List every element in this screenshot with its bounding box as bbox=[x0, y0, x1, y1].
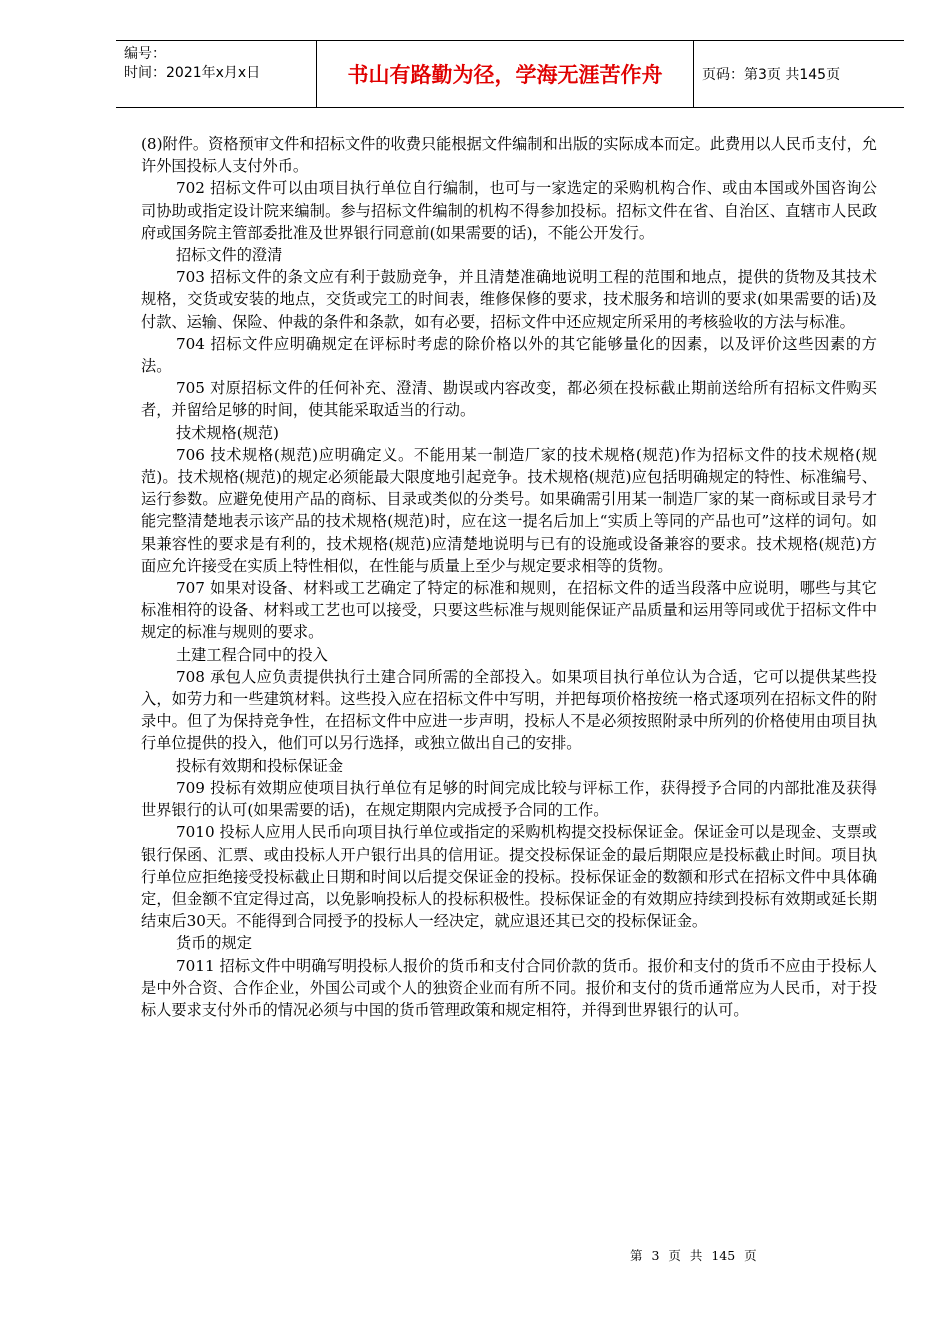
paragraph: 7010 投标人应用人民币向项目执行单位或指定的采购机构提交投标保证金。保证金可以是现金、支票或银行保函、汇票、或由投标人开户银行出具的信用证。提交投标保证金的最后期限应是投标截止时间。项目执行单位应拒绝接受投标截止日期和时间以后提交保证金的投标。投标保证金的数额和形式在招标文件中具体确定，但金额不宜定得过高，以免影响投标人的投标积极性。投标保证金的有效期应持续到投标有效期或延长期结束后30天。不能得到合同授予的投标人一经决定，就应退还其已交的投标保证金。 bbox=[141, 823, 877, 931]
paragraph: 702 招标文件可以由项目执行单位自行编制，也可与一家选定的采购机构合作、或由本国或外国咨询公司协助或指定设计院来编制。参与招标文件编制的机构不得参加投标。招标文件在省、自治区、直辖市人民政府或国务院主管部委批准及世界银行同意前(如果需要的话)，不能公开发行。 bbox=[141, 179, 877, 242]
page-header bbox=[116, 40, 904, 108]
section-heading: 土建工程合同中的投入 bbox=[175, 645, 328, 664]
paragraph: (8)附件。资格预审文件和招标文件的收费只能根据文件编制和出版的实际成本而定。此费用以人民币支付，允许外国投标人支付外币。 bbox=[141, 135, 877, 176]
paragraph: 7011 招标文件中明确写明投标人报价的货币和支付合同价款的货币。报价和支付的货币不应由于投标人是中外合资、合作企业，外国公司或个人的独资企业而有所不同。报价和支付的货币通常应为人民币，对于投标人要求支付外币的情况必须与中国的货币管理政策和规定相符，并得到世界银行的认可。 bbox=[141, 956, 877, 1019]
paragraph: 707 如果对设备、材料或工艺确定了特定的标准和规则，在招标文件的适当段落中应说明，哪些与其它标准相符的设备、材料或工艺也可以接受，只要这些标准与规则能保证产品质量和运用等同或优于招标文件中规定的标准与规则的要求。 bbox=[141, 579, 877, 642]
document-number-label: 编号： bbox=[124, 46, 166, 62]
document-time-label: 时间：2021年x月x日 bbox=[124, 65, 261, 81]
header-motto: 书山有路勤为径，学海无涯苦作舟 bbox=[316, 41, 694, 107]
header-page-code: 页码：第3页 共145页 bbox=[702, 67, 841, 83]
paragraph: 706 技术规格(规范)应明确定义。不能用某一制造厂家的技术规格(规范)作为招标文件的技术规格(规范)。技术规格(规范)的规定必须能最大限度地引起竞争。技术规格(规范)应包括明确规定的特性、标准编号、运行参数。应避免使用产品的商标、目录或类似的分类号。如果确需引用某一制造厂家的某一商标或目录号才能完整清楚地表示该产品的技术规格(规范)时，应在这一提名后加上“实质上等同的产品也可”这样的词句。如果兼容性的要求是有利的，技术规格(规范)应清楚地说明与已有的设施或设备兼容的要求。技术规格(规范)方面应允许接受在实质上特性相似，在性能与质量上至少与规定要求相等的货物。 bbox=[141, 445, 877, 575]
section-heading: 投标有效期和投标保证金 bbox=[175, 756, 344, 775]
document-body bbox=[141, 133, 877, 1021]
page-footer: 第 3 页 共 145 页 bbox=[630, 1248, 757, 1263]
paragraph: 708 承包人应负责提供执行土建合同所需的全部投入。如果项目执行单位认为合适，它可以提供某些投入，如劳力和一些建筑材料。这些投入应在招标文件中写明，并把每项价格按统一格式逐项列在招标文件的附录中。但了为保持竞争性，在招标文件中应进一步声明，投标人不是必须按照附录中所列的价格使用由项目执行单位提供的投入，他们可以另行选择，或独立做出自己的安排。 bbox=[141, 667, 877, 753]
header-meta bbox=[116, 41, 316, 107]
paragraph: 704 招标文件应明确规定在评标时考虑的除价格以外的其它能够量化的因素，以及评价这些因素的方法。 bbox=[141, 334, 877, 376]
section-heading: 招标文件的澄清 bbox=[175, 246, 283, 265]
section-heading: 技术规格(规范) bbox=[175, 423, 279, 442]
section-heading: 货币的规定 bbox=[175, 934, 252, 953]
paragraph: 709 投标有效期应使项目执行单位有足够的时间完成比较与评标工作，获得授予合同的内部批准及获得世界银行的认可(如果需要的话)，在规定期限内完成授予合同的工作。 bbox=[141, 778, 877, 820]
paragraph: 705 对原招标文件的任何补充、澄清、勘误或内容改变，都必须在投标截止期前送给所有招标文件购买者，并留给足够的时间，使其能采取适当的行动。 bbox=[141, 379, 877, 420]
paragraph: 703 招标文件的条文应有利于鼓励竞争，并且清楚准确地说明工程的范围和地点，提供的货物及其技术规格，交货或安装的地点，交货或完工的时间表，维修保修的要求，技术服务和培训的要求(如果需要的话)及付款、运输、保险、仲裁的条件和条款，如有必要，招标文件中还应规定所采用的考核验收的方法与标准。 bbox=[141, 268, 877, 331]
